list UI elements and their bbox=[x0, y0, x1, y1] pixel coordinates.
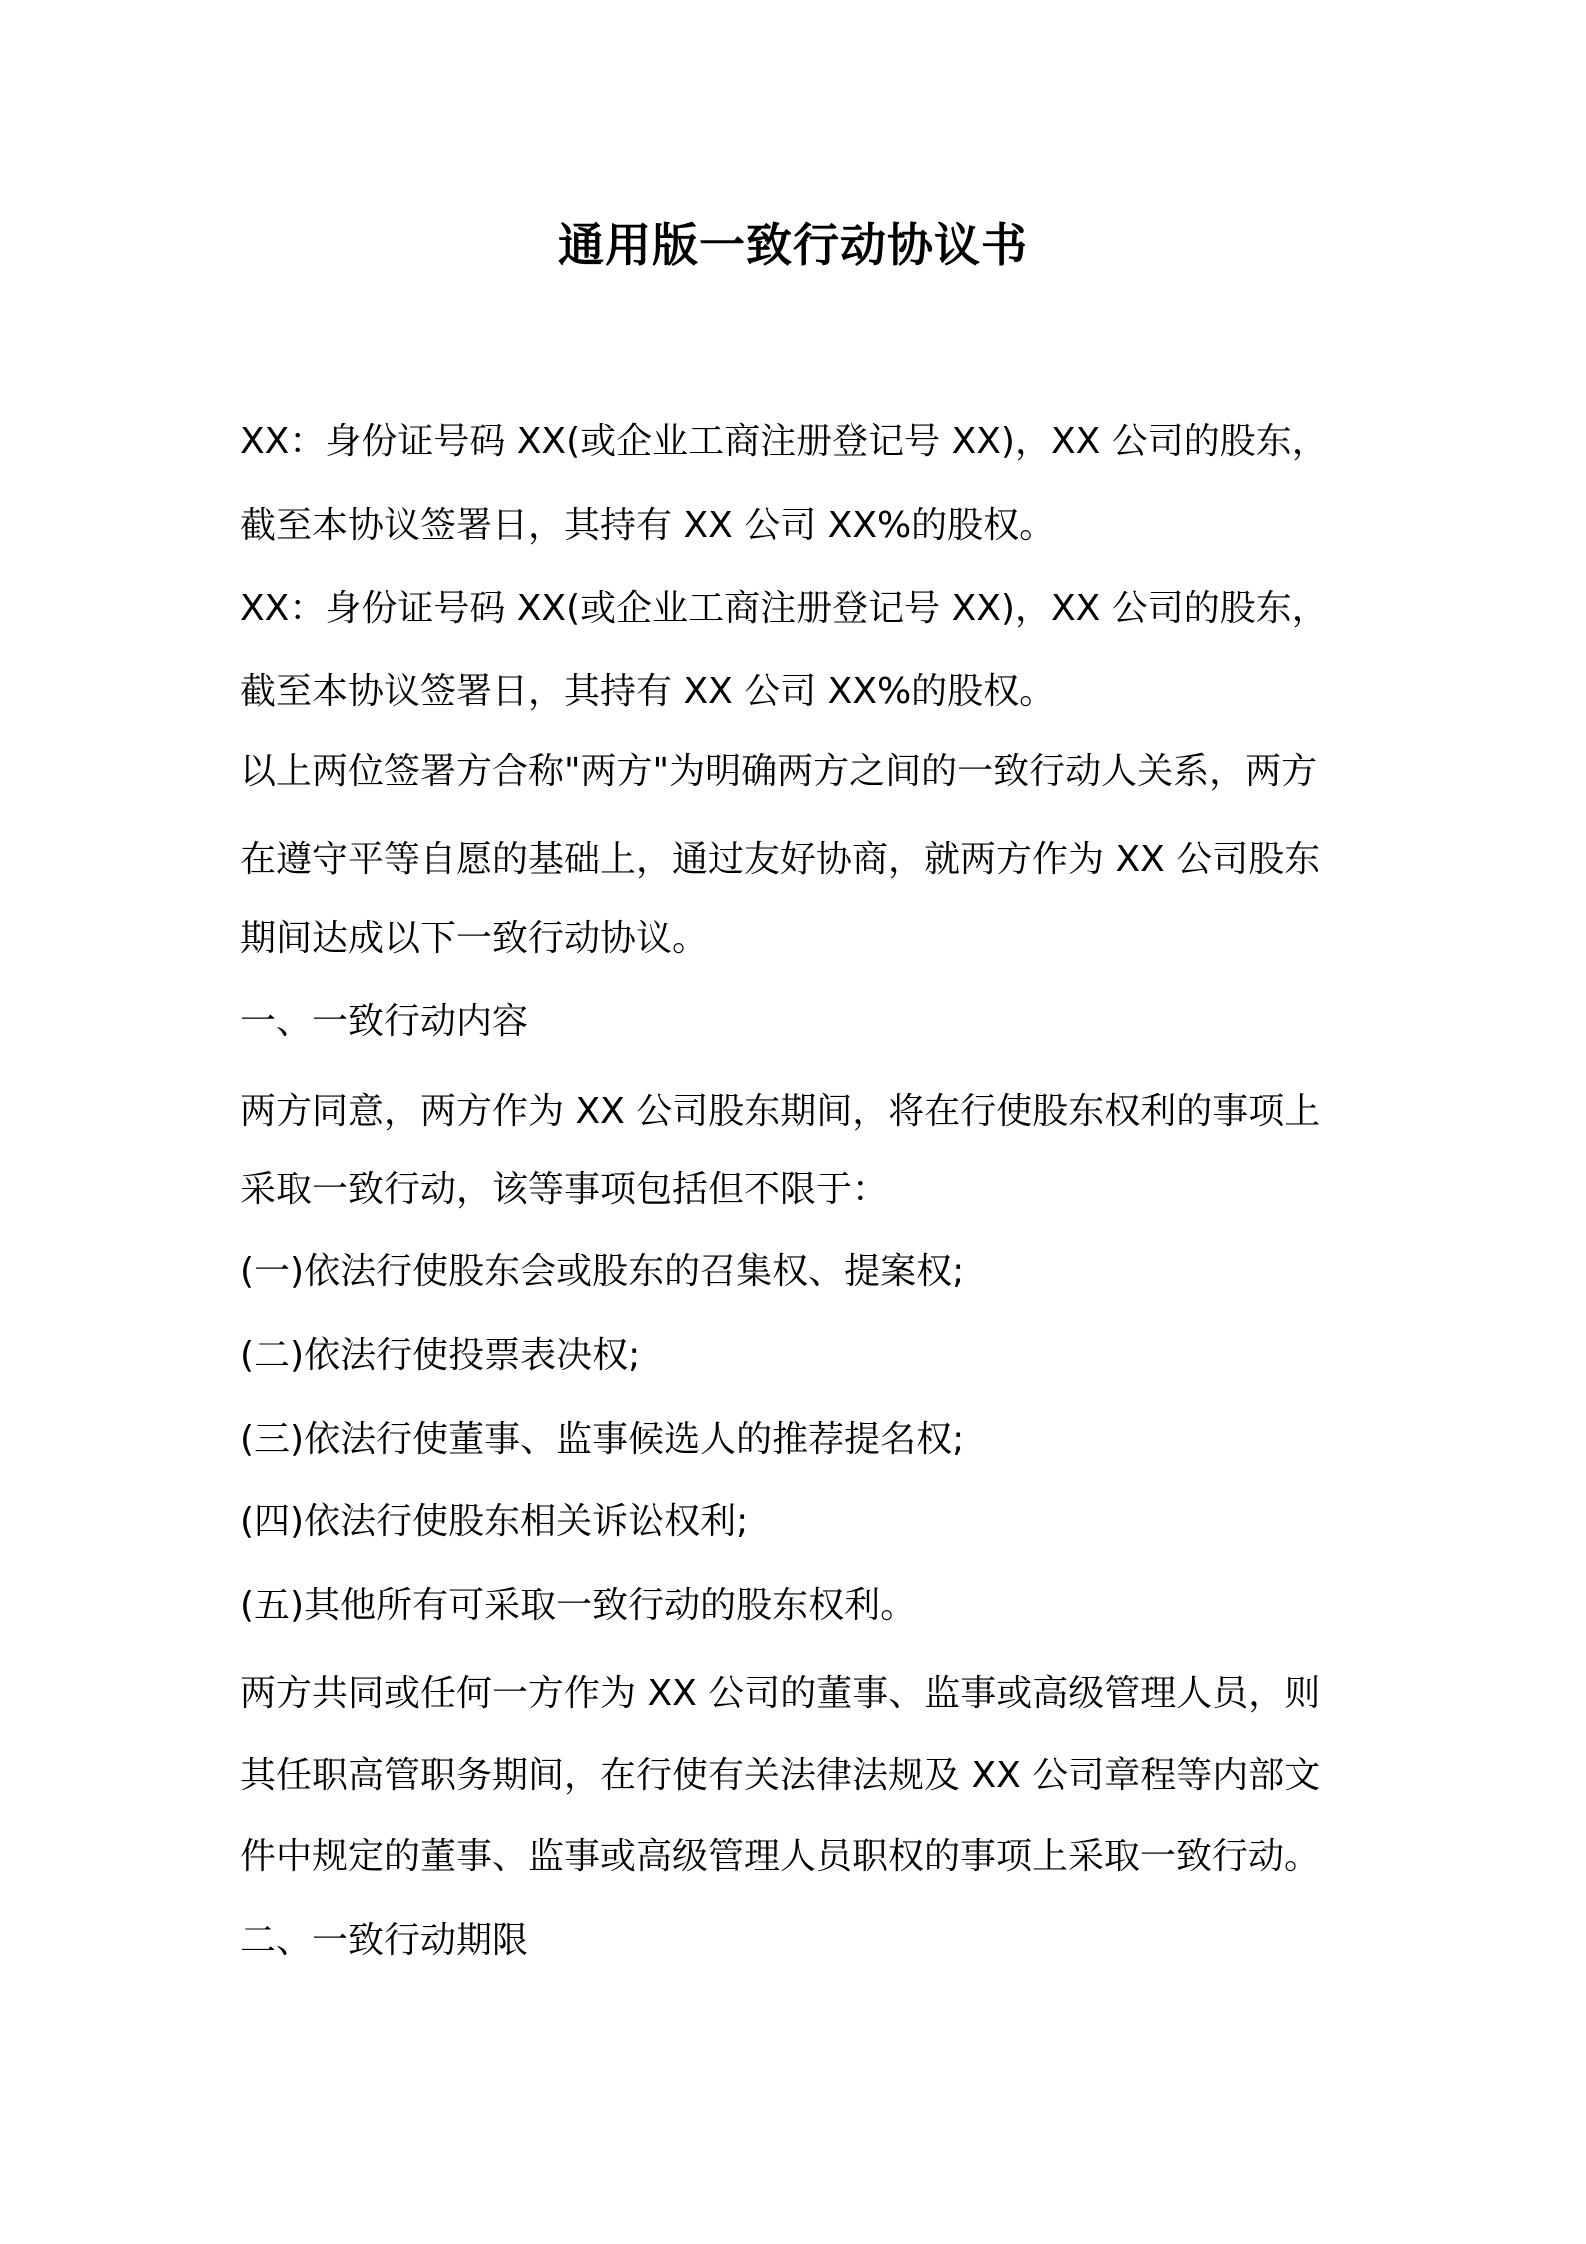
list-item-2: (二)依法行使投票表决权; bbox=[240, 1335, 641, 1376]
party-b-line-2: 截至本协议签署日，其持有 XX 公司 XX%的股权。 bbox=[240, 671, 1056, 712]
document-title: 通用版一致行动协议书 bbox=[558, 218, 1028, 272]
section-1-line-4: 其任职高管职务期间，在行使有关法律法规及 XX 公司章程等内部文 bbox=[240, 1755, 1321, 1796]
preamble-line-1: 以上两位签署方合称"两方"为明确两方之间的一致行动人关系，两方 bbox=[240, 751, 1318, 792]
list-item-1: (一)依法行使股东会或股东的召集权、提案权; bbox=[240, 1251, 965, 1292]
preamble-line-2: 在遵守平等自愿的基础上，通过友好协商，就两方作为 XX 公司股东 bbox=[240, 839, 1321, 880]
section-1-line-3: 两方共同或任何一方作为 XX 公司的董事、监事或高级管理人员，则 bbox=[240, 1673, 1321, 1714]
section-1-line-5: 件中规定的董事、监事或高级管理人员职权的事项上采取一致行动。 bbox=[240, 1836, 1321, 1877]
list-item-5: (五)其他所有可采取一致行动的股东权利。 bbox=[240, 1585, 917, 1626]
section-2-heading: 二、一致行动期限 bbox=[240, 1920, 529, 1961]
party-a-line-2: 截至本协议签署日，其持有 XX 公司 XX%的股权。 bbox=[240, 505, 1056, 546]
party-a-line-1: XX：身份证号码 XX(或企业工商注册登记号 XX)，XX 公司的股东， bbox=[240, 421, 1328, 462]
list-item-4: (四)依法行使股东相关诉讼权利; bbox=[240, 1501, 749, 1542]
party-b-line-1: XX：身份证号码 XX(或企业工商注册登记号 XX)，XX 公司的股东， bbox=[240, 588, 1328, 629]
section-1-heading: 一、一致行动内容 bbox=[240, 1001, 529, 1042]
list-item-3: (三)依法行使董事、监事候选人的推荐提名权; bbox=[240, 1419, 965, 1460]
section-1-line-1: 两方同意，两方作为 XX 公司股东期间，将在行使股东权利的事项上 bbox=[240, 1091, 1321, 1132]
section-1-line-2: 采取一致行动，该等事项包括但不限于： bbox=[240, 1169, 889, 1210]
preamble-line-3: 期间达成以下一致行动协议。 bbox=[240, 918, 709, 959]
